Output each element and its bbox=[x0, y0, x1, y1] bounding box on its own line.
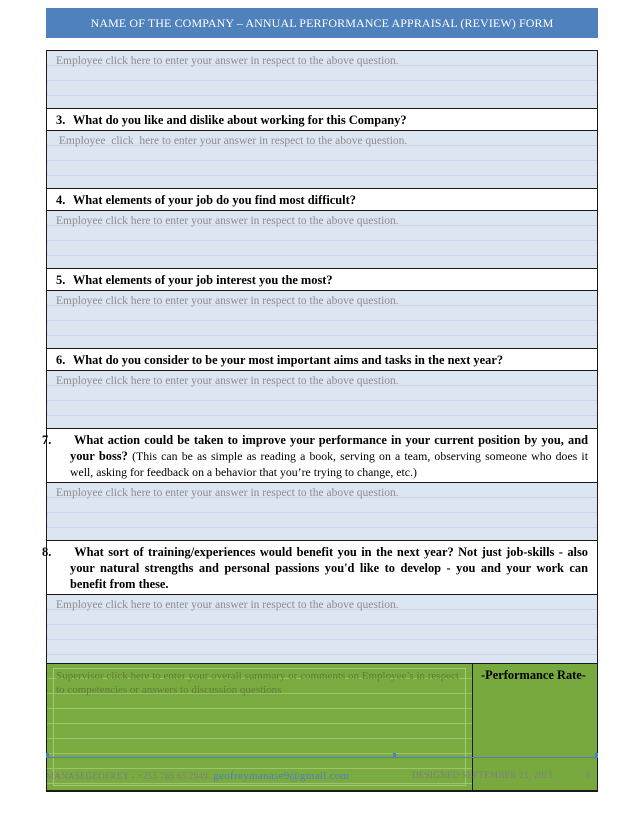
question-3 bbox=[47, 109, 597, 131]
footer-author-line bbox=[46, 770, 349, 782]
question-note: (This can be as simple as reading a book, serving on a team, observing someone who does it well, asking for feedback on a behavior that you’re trying to change, etc.) bbox=[70, 449, 588, 479]
question-4 bbox=[47, 189, 597, 211]
answer-placeholder: Employee click here to enter your answer in respect to the above question. bbox=[56, 487, 399, 499]
page-number: 9 bbox=[586, 770, 591, 780]
footer-author: MANASEGEOFREY - +255 785 65 2949. bbox=[46, 771, 211, 781]
question-number: 8. bbox=[42, 545, 52, 559]
supervisor-comment-box bbox=[53, 668, 466, 786]
answer-placeholder: Employee click here to enter your answer in respect to the above question. bbox=[56, 215, 399, 227]
answer-field-6[interactable] bbox=[47, 371, 597, 429]
question-number: 4. bbox=[56, 193, 66, 207]
form-title: NAME OF THE COMPANY – ANNUAL PERFORMANCE APPRAISAL (REVIEW) FORM bbox=[90, 15, 554, 30]
answer-field-3[interactable] bbox=[47, 131, 597, 189]
footer-email-link[interactable]: geofreymanase9@gmail.com bbox=[213, 770, 350, 782]
question-number: 6. bbox=[56, 353, 66, 367]
answer-field-5[interactable] bbox=[47, 291, 597, 349]
question-7 bbox=[42, 429, 597, 483]
answer-placeholder: Employee click here to enter your answer in respect to the above question. bbox=[56, 295, 399, 307]
question-number: 3. bbox=[56, 113, 66, 127]
question-text: What sort of training/experiences would benefit you in the next year? Not just job-skills - also your natural strengths and personal passions you'd like to develop - you and your work can benefit from these. bbox=[70, 545, 588, 591]
performance-rate-label: -Performance Rate- bbox=[481, 668, 586, 682]
answer-field-7[interactable] bbox=[47, 483, 597, 541]
question-text: What do you like and dislike about working for this Company? bbox=[72, 113, 407, 127]
question-text: What action could be taken to improve your performance in your current position by you, and your boss? bbox=[70, 433, 589, 463]
question-number: 5. bbox=[56, 273, 66, 287]
answer-placeholder: Employee click here to enter your answer in respect to the above question. bbox=[56, 599, 399, 611]
footer-divider bbox=[46, 757, 598, 758]
question-6 bbox=[47, 349, 597, 371]
question-text: What elements of your job interest you the most? bbox=[72, 273, 333, 287]
answer-placeholder: Employee click here to enter your answer in respect to the above question. bbox=[56, 135, 408, 147]
question-text: What elements of your job do you find most difficult? bbox=[72, 193, 356, 207]
answer-field-4[interactable] bbox=[47, 211, 597, 269]
question-number: 7. bbox=[42, 433, 52, 447]
question-text: What do you consider to be your most important aims and tasks in the next year? bbox=[72, 353, 504, 367]
footer-mark-mid bbox=[393, 753, 396, 758]
question-8 bbox=[42, 541, 597, 595]
footer-mark-left bbox=[46, 753, 49, 758]
footer-mark-right bbox=[595, 753, 598, 758]
answer-field-8[interactable] bbox=[47, 595, 597, 664]
answer-field-2[interactable] bbox=[47, 51, 597, 109]
answer-placeholder: Employee click here to enter your answer in respect to the above question. bbox=[56, 55, 399, 67]
question-5 bbox=[47, 269, 597, 291]
supervisor-placeholder: Supervisor click here to enter your overall summary or comments on Employee’s in respect to competencies or answers to discussion questions bbox=[56, 670, 459, 696]
footer-designed: DESIGNED SEPTEMBER 21, 2015 bbox=[412, 770, 554, 780]
appraisal-form bbox=[42, 50, 598, 792]
answer-placeholder: Employee click here to enter your answer in respect to the above question. bbox=[56, 375, 399, 387]
form-header bbox=[46, 8, 598, 38]
